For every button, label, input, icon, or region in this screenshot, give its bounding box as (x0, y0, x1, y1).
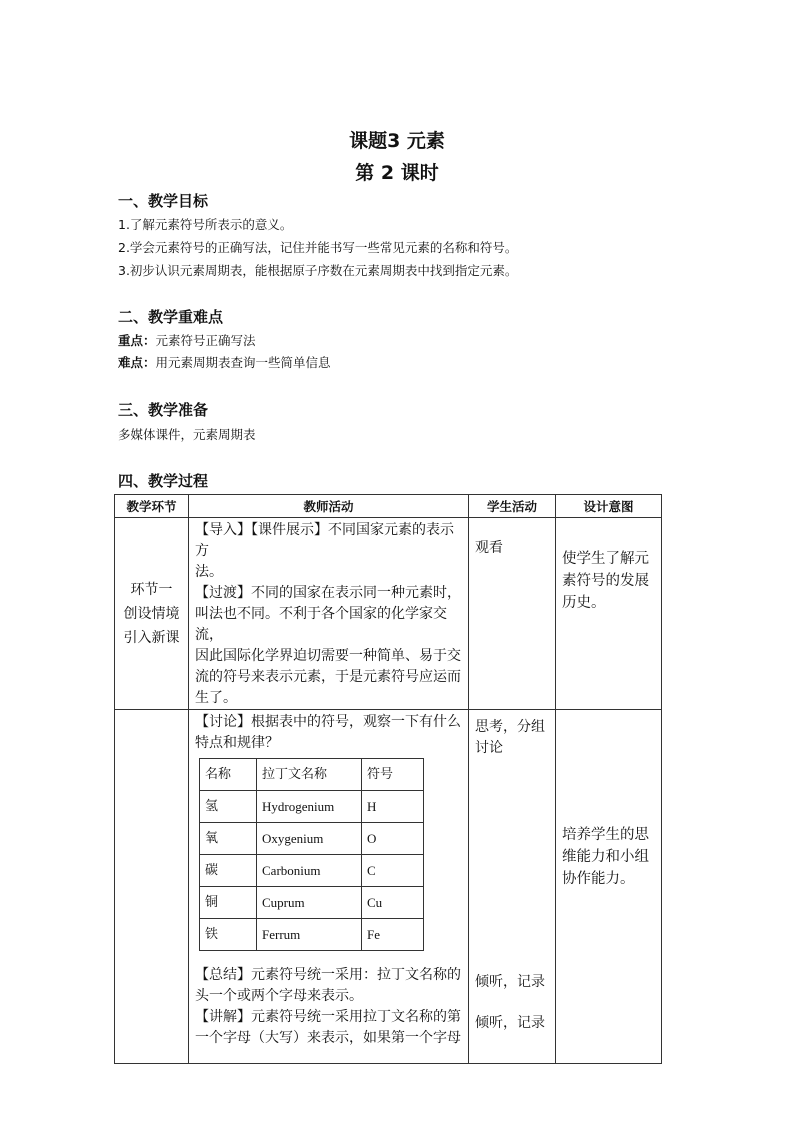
preparation-text: 多媒体课件，元素周期表 (118, 427, 256, 442)
row2-student (469, 710, 556, 1064)
row1-intent-line: 历史。 (562, 595, 606, 611)
process-row-1 (115, 518, 662, 710)
row1-stage-line: 创设情境 (123, 605, 180, 622)
key-point-text: 元素符号正确写法 (155, 333, 256, 348)
element-header-name: 名称 (200, 759, 257, 791)
row1-student-text: 观看 (475, 540, 503, 556)
element-symbol: O (362, 823, 424, 855)
row1-stage-line: 环节一 (130, 581, 173, 598)
row2-stage (115, 710, 189, 1064)
row1-teacher-line: 【导入】【课件展示】不同国家元素的表示方 (195, 522, 454, 559)
element-symbol: Cu (362, 887, 424, 919)
element-row (200, 791, 424, 823)
row1-intent-text (562, 548, 655, 614)
element-header-row (200, 759, 424, 791)
discussion-line: 【讨论】根据表中的符号，观察一下有什么 (195, 714, 461, 730)
goal-item-3: 3.初步认识元素周期表，能根据原子序数在元素周期表中找到指定元素。 (118, 263, 518, 278)
key-point-label: 重点： (118, 333, 156, 348)
summary-line: 头一个或两个字母来表示。 (195, 988, 363, 1004)
element-name: 铁 (200, 919, 257, 951)
row1-stage (115, 518, 189, 710)
process-header-row (115, 495, 662, 518)
element-header-symbol: 符号 (362, 759, 424, 791)
row2-student-line: 讨论 (475, 740, 503, 756)
row2-intent-line: 培养学生的思 (562, 827, 649, 843)
element-name: 氧 (200, 823, 257, 855)
row2-intent (556, 710, 662, 1064)
goals-heading: 一、教学目标 (118, 192, 209, 210)
element-latin: Oxygenium (257, 823, 362, 855)
row1-teacher (189, 518, 469, 710)
lecture-line: 【讲解】元素符号统一采用拉丁文名称的第 (195, 1009, 461, 1025)
row2-student-line: 思考，分组 (475, 719, 545, 735)
row2-intent-text (562, 824, 655, 890)
element-row (200, 919, 424, 951)
row2-student-listen: 倾听，记录 (475, 1015, 545, 1031)
row1-intent (556, 518, 662, 710)
row2-teacher (189, 710, 469, 1064)
element-latin: Carbonium (257, 855, 362, 887)
row1-teacher-line: 因此国际化学界迫切需要一种简单、易于交 (195, 648, 461, 664)
element-symbol-table (199, 758, 424, 951)
row1-intent-line: 使学生了解元 (562, 551, 649, 567)
row2-intent-line: 协作能力。 (562, 871, 635, 887)
discussion-line: 特点和规律？ (195, 735, 279, 751)
row1-teacher-line: 流的符号来表示元素，于是元素符号应运而 (195, 669, 461, 685)
difficulty-text: 用元素周期表查询一些简单信息 (155, 355, 331, 370)
difficulty-line (118, 353, 331, 371)
preparation-heading: 三、教学准备 (118, 401, 209, 419)
lecture-line: 一个字母（大写）来表示，如果第一个字母 (195, 1030, 461, 1046)
lesson-title: 课题3 元素 (349, 130, 445, 152)
header-stage: 教学环节 (115, 495, 189, 518)
row1-student (469, 518, 556, 710)
element-header-latin: 拉丁文名称 (257, 759, 362, 791)
element-name: 铜 (200, 887, 257, 919)
process-table (114, 494, 662, 1064)
row1-stage-line: 引入新课 (123, 629, 180, 646)
summary-line: 【总结】元素符号统一采用：拉丁文名称的 (195, 967, 461, 983)
element-symbol: C (362, 855, 424, 887)
element-latin: Cuprum (257, 887, 362, 919)
goal-item-1: 1.了解元素符号所表示的意义。 (118, 217, 293, 232)
element-row (200, 855, 424, 887)
header-teacher: 教师活动 (189, 495, 469, 518)
element-symbol: H (362, 791, 424, 823)
process-row-2 (115, 710, 662, 1064)
element-latin: Hydrogenium (257, 791, 362, 823)
row1-intent-line: 素符号的发展 (562, 573, 649, 589)
row2-intent-line: 维能力和小组 (562, 849, 649, 865)
element-row (200, 887, 424, 919)
element-row (200, 823, 424, 855)
row1-teacher-line: 【过渡】不同的国家在表示同一种元素时， (195, 585, 461, 601)
header-student: 学生活动 (469, 495, 556, 518)
key-point-line (118, 331, 256, 349)
row1-teacher-line: 生了。 (195, 690, 237, 706)
row2-student-listen: 倾听，记录 (475, 974, 545, 990)
element-name: 碳 (200, 855, 257, 887)
process-heading: 四、教学过程 (118, 472, 209, 490)
element-name: 氢 (200, 791, 257, 823)
element-symbol: Fe (362, 919, 424, 951)
lesson-subtitle: 第 2 课时 (355, 162, 439, 184)
row1-teacher-line: 叫法也不同。不利于各个国家的化学家交流， (195, 606, 447, 643)
difficulty-label: 难点： (118, 355, 156, 370)
row1-teacher-line: 法。 (195, 564, 223, 580)
element-latin: Ferrum (257, 919, 362, 951)
header-intent: 设计意图 (556, 495, 662, 518)
goal-item-2: 2.学会元素符号的正确写法，记住并能书写一些常见元素的名称和符号。 (118, 240, 518, 255)
key-points-heading: 二、教学重难点 (118, 308, 224, 326)
